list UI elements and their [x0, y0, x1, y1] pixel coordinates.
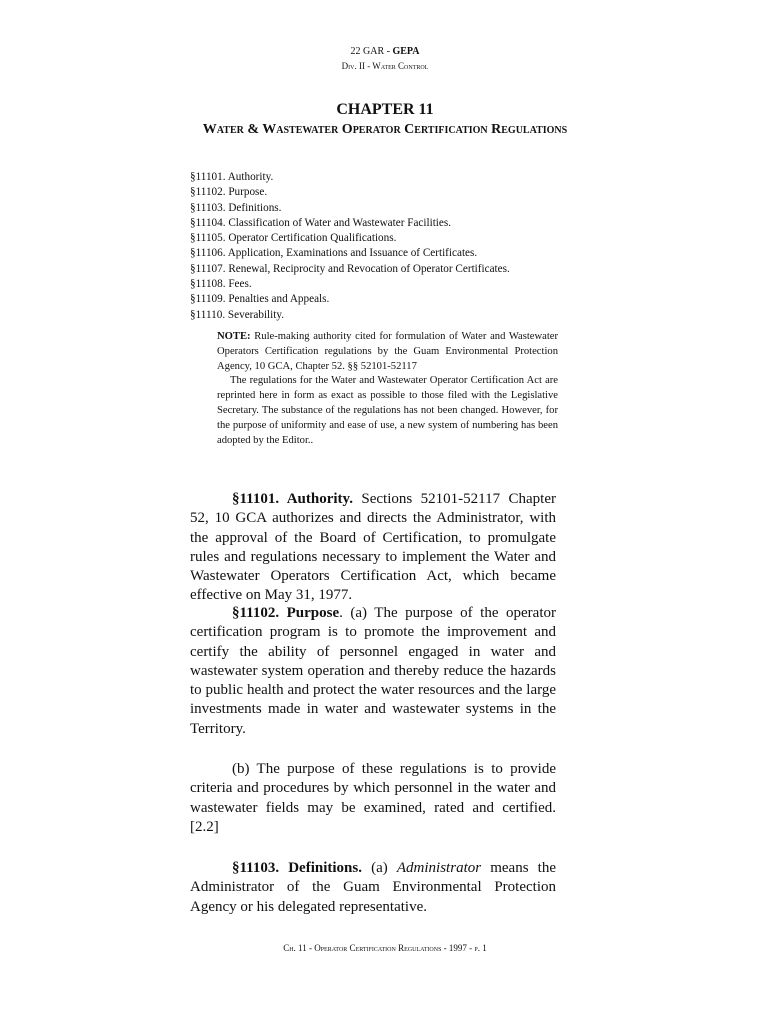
- chapter-title: Water & Wastewater Operator Certification Regulations: [202, 122, 568, 137]
- defined-term: Administrator: [396, 860, 482, 876]
- section-heading: §11103. Definitions.: [232, 860, 362, 876]
- page-footer: Ch. 11 - Operator Certification Regulations - 1997 - p. 1: [283, 943, 487, 953]
- toc-item: §11101. Authority.: [190, 171, 274, 183]
- section-11103: [190, 859, 556, 917]
- chapter-number: CHAPTER 11: [336, 101, 434, 118]
- table-of-contents: [190, 170, 510, 323]
- toc-item: §11108. Fees.: [190, 278, 252, 291]
- section-11102-a: [190, 604, 556, 739]
- header-agency: GEPA: [392, 46, 420, 57]
- toc-item: §11104. Classification of Water and Wastewater Facilities.: [190, 216, 452, 229]
- toc-item: §11107. Renewal, Reciprocity and Revocation of Operator Certificates.: [190, 262, 510, 275]
- section-text: means the Administrator of the Guam Environmental Protection Agency or his delegated representative.: [190, 860, 556, 915]
- section-text: (a): [361, 860, 397, 876]
- note-text: Rule-making authority cited for formulation of Water and Wastewater Operators Certification regulations by the Guam Environmental Protection Agency, 10 GCA, Chapter 52. §§ 52101-52117: [217, 331, 558, 372]
- section-text: . (a) The purpose of the operator certification program is to promote the improvement and certify the ability of personnel engaged in water and wastewater system operation and thereby reduce the hazards to public health and protect the water resources and the large investments made in water and wastewater systems in the Territory.: [190, 605, 556, 737]
- header-prefix: 22 GAR -: [350, 46, 393, 57]
- editor-note: [217, 330, 558, 448]
- toc-item: §11102. Purpose.: [190, 186, 268, 199]
- toc-item: §11106. Application, Examinations and Issuance of Certificates.: [190, 247, 478, 260]
- toc-item: §11105. Operator Certification Qualifications.: [190, 232, 397, 245]
- note-paragraph-2: The regulations for the Water and Wastewater Operator Certification Act are reprinted here in form as exact as possible to those filed with the Legislative Secretary. The substance of the regulations has not been changed. However, for the purpose of uniformity and ease of use, a new system of numbering has been adopted by the Editor..: [217, 375, 558, 446]
- note-paragraph: [217, 330, 558, 374]
- toc-item: §11110. Severability.: [190, 308, 285, 321]
- running-header-title: [0, 46, 770, 58]
- section-text: Sections 52101-52117 Chapter 52, 10 GCA authorizes and directs the Administrator, with the approval of the Board of Certification, to promulgate rules and regulations necessary to implement the Water and Wastewater Operators Certification Act, which became effective on May 31, 1977.: [190, 491, 556, 604]
- section-11101: [190, 490, 556, 606]
- section-11102-b: (b) The purpose of these regulations is to provide criteria and procedures by which personnel in the water and wastewater fields may be examined, rated and certified. [2.2]: [190, 761, 556, 835]
- note-label: NOTE:: [217, 331, 251, 342]
- toc-item: §11109. Penalties and Appeals.: [190, 293, 330, 306]
- section-heading: §11101. Authority.: [232, 491, 353, 507]
- running-header-division: Div. II - Water Control: [341, 61, 429, 71]
- section-heading: §11102. Purpose: [232, 605, 340, 621]
- toc-item: §11103. Definitions.: [190, 201, 282, 214]
